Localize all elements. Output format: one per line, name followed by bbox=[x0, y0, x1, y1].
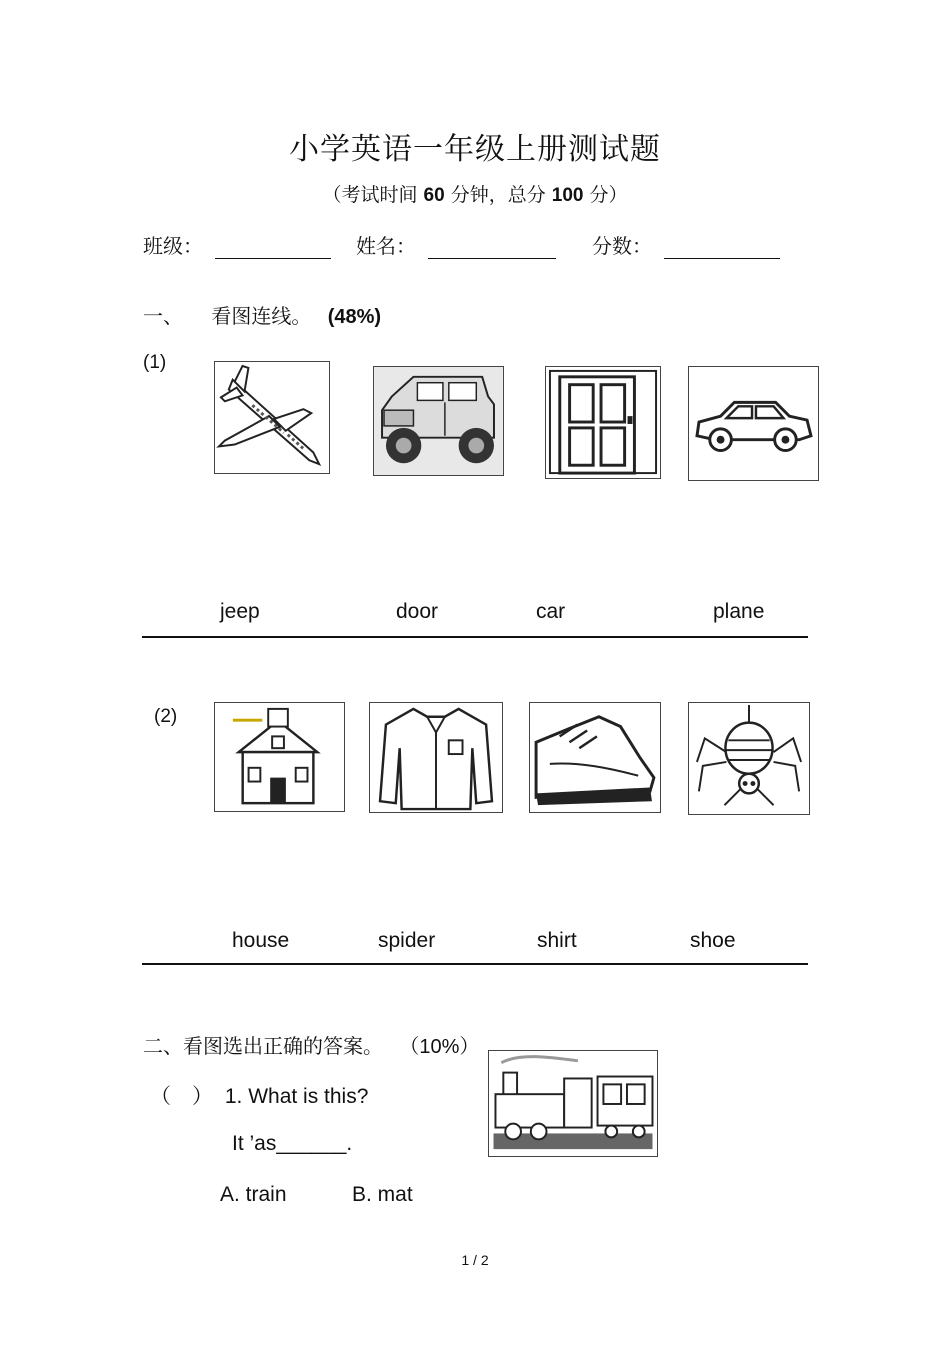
word-car: car bbox=[536, 600, 566, 623]
option-a[interactable]: A. train bbox=[220, 1183, 287, 1206]
answer-bracket[interactable]: （ ） bbox=[150, 1085, 213, 1108]
word-spider: spider bbox=[378, 929, 436, 952]
section1-heading bbox=[143, 300, 381, 329]
option-b[interactable]: B. mat bbox=[352, 1183, 413, 1206]
page-number: 1 / 2 bbox=[461, 1252, 489, 1268]
word-jeep: jeep bbox=[220, 600, 260, 623]
class-field bbox=[143, 230, 331, 259]
section1-title: 看图连线。 bbox=[211, 304, 312, 328]
house-icon bbox=[214, 702, 345, 812]
name-label: 姓名： bbox=[356, 234, 416, 258]
word-house: house bbox=[232, 929, 290, 952]
name-field bbox=[356, 230, 556, 259]
exam-info-mid: 分钟，总分 bbox=[450, 184, 546, 206]
train-icon bbox=[488, 1050, 658, 1157]
class-label: 班级： bbox=[143, 234, 203, 258]
section2-title: 二、看图选出正确的答案。 bbox=[143, 1034, 383, 1058]
question-text: 1. What is this? bbox=[224, 1085, 369, 1108]
exam-time: 60 bbox=[423, 185, 445, 206]
word-plane: plane bbox=[713, 600, 765, 623]
car-icon bbox=[688, 366, 819, 481]
section2-heading bbox=[143, 1030, 479, 1059]
shirt-icon bbox=[369, 702, 503, 813]
spider-icon bbox=[688, 702, 810, 815]
section2-percent: （10%） bbox=[399, 1036, 480, 1058]
name-blank[interactable] bbox=[428, 236, 556, 259]
part2-label: (2) bbox=[154, 706, 178, 727]
answer-line: It ’as______. bbox=[232, 1132, 353, 1155]
score-blank[interactable] bbox=[664, 236, 780, 259]
shoe-icon bbox=[529, 702, 661, 813]
divider bbox=[142, 963, 808, 965]
exam-info-open: （考试时间 bbox=[322, 184, 418, 206]
score-field bbox=[592, 230, 780, 259]
divider bbox=[142, 636, 808, 638]
jeep-icon bbox=[373, 366, 504, 476]
word-shoe: shoe bbox=[690, 929, 736, 952]
plane-icon bbox=[214, 361, 330, 474]
door-icon bbox=[545, 366, 661, 479]
word-shirt: shirt bbox=[537, 929, 577, 952]
part1-label: (1) bbox=[143, 352, 167, 373]
exam-info-close: 分） bbox=[589, 184, 628, 206]
class-blank[interactable] bbox=[215, 236, 331, 259]
section1-number: 一、 bbox=[143, 304, 183, 328]
question-1 bbox=[150, 1080, 368, 1110]
page-title: 小学英语一年级上册测试题 bbox=[289, 132, 661, 167]
exam-info bbox=[0, 180, 950, 207]
section1-percent: (48%) bbox=[327, 306, 382, 328]
exam-total-score: 100 bbox=[551, 185, 584, 206]
word-door: door bbox=[396, 600, 439, 623]
score-label: 分数： bbox=[592, 234, 652, 258]
